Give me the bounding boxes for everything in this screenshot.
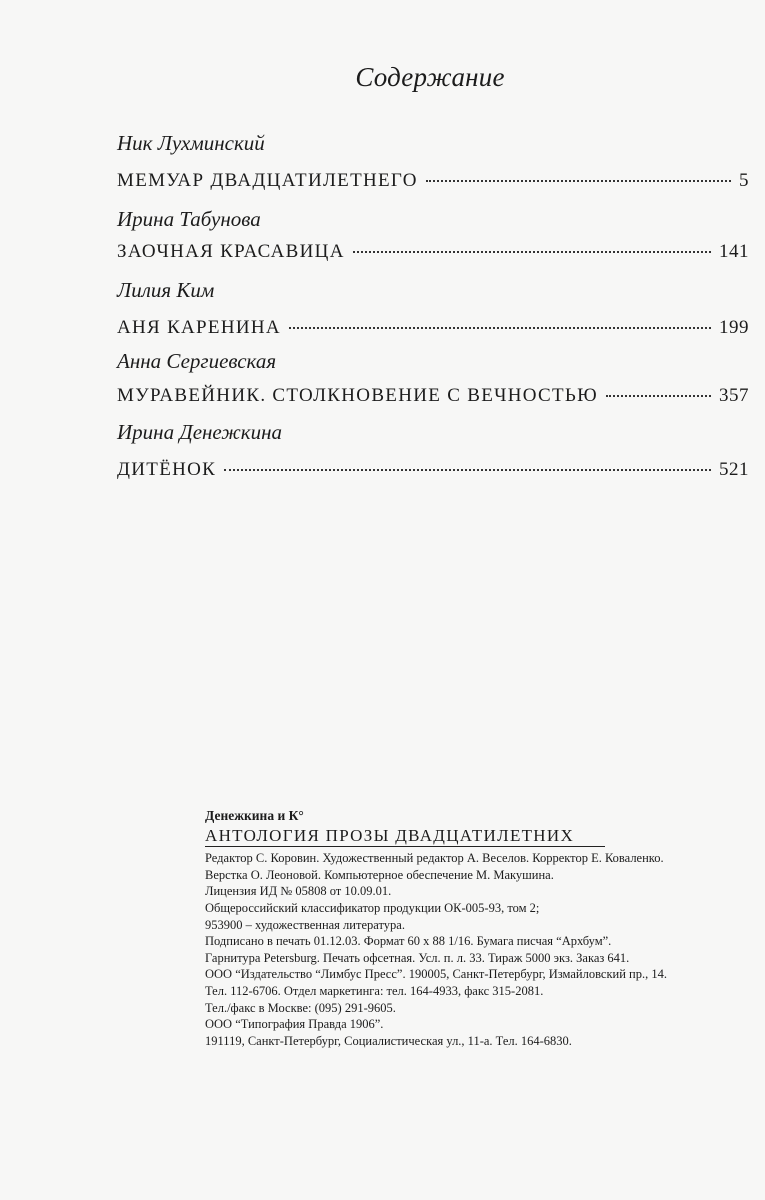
colophon-line: Подписано в печать 01.12.03. Формат 60 x 88 1/16. Бумага писчая “Архбум”. — [205, 934, 612, 949]
toc-page-number: 357 — [719, 385, 749, 406]
toc-entry — [117, 170, 749, 196]
colophon-line: Верстка О. Леоновой. Компьютерное обеспечение М. Макушина. — [205, 867, 554, 882]
toc-author: Ирина Табунова — [117, 207, 261, 231]
dot-leader — [289, 326, 711, 329]
toc-entry — [117, 317, 749, 343]
toc-author: Ирина Денежкина — [117, 420, 283, 444]
colophon-line: Гарнитура Petersburg. Печать офсетная. Усл. п. л. 33. Тираж 5000 экз. Заказ 641. — [205, 950, 630, 965]
dot-leader — [224, 468, 711, 471]
colophon-line: Тел./факс в Москве: (095) 291-9605. — [205, 1000, 396, 1015]
toc-author: Анна Сергиевская — [117, 349, 277, 373]
dot-leader — [353, 250, 711, 253]
colophon — [205, 808, 725, 1049]
dot-leader — [426, 179, 731, 182]
dot-leader — [606, 394, 711, 397]
toc-work-title: МУРАВЕЙНИК. СТОЛКНОВЕНИЕ С ВЕЧНОСТЬЮ — [117, 385, 598, 406]
colophon-series: Денежкина и К° — [205, 808, 304, 823]
colophon-line: Общероссийский классификатор продукции ОК-005-93, том 2; — [205, 900, 540, 915]
toc-page-number: 141 — [719, 241, 749, 262]
toc-entry — [117, 459, 749, 485]
toc-work-title: ЗАОЧНАЯ КРАСАВИЦА — [117, 241, 345, 262]
toc-author: Ник Лухминский — [117, 131, 265, 155]
colophon-line: Тел. 112-6706. Отдел маркетинга: тел. 164-4933, факс 315-2081. — [205, 983, 544, 998]
toc-work-title: ДИТЁНОК — [117, 459, 217, 480]
colophon-book-title: АНТОЛОГИЯ ПРОЗЫ ДВАДЦАТИЛЕТНИХ — [205, 828, 605, 848]
toc-work-title: МЕМУАР ДВАДЦАТИЛЕТНЕГО — [117, 170, 418, 191]
toc-author: Лилия Ким — [117, 278, 215, 302]
toc-page-number: 199 — [719, 317, 749, 338]
colophon-line: Лицензия ИД № 05808 от 10.09.01. — [205, 884, 392, 899]
colophon-line: 953900 – художественная литература. — [205, 917, 405, 932]
toc-page-number: 5 — [739, 170, 749, 191]
colophon-line: ООО “Издательство “Лимбус Пресс”. 190005, Санкт-Петербург, Измайловский пр., 14. — [205, 967, 667, 982]
toc-title: Содержание — [355, 62, 505, 92]
toc-page-number: 521 — [719, 459, 749, 480]
toc-entry — [117, 385, 749, 411]
toc-work-title: АНЯ КАРЕНИНА — [117, 317, 281, 338]
toc-entry — [117, 241, 749, 267]
colophon-line: ООО “Типография Правда 1906”. — [205, 1017, 384, 1032]
colophon-line: 191119, Санкт-Петербург, Социалистическая ул., 11-а. Тел. 164-6830. — [205, 1033, 572, 1048]
colophon-line: Редактор С. Коровин. Художественный редактор А. Веселов. Корректор Е. Коваленко. — [205, 851, 664, 866]
